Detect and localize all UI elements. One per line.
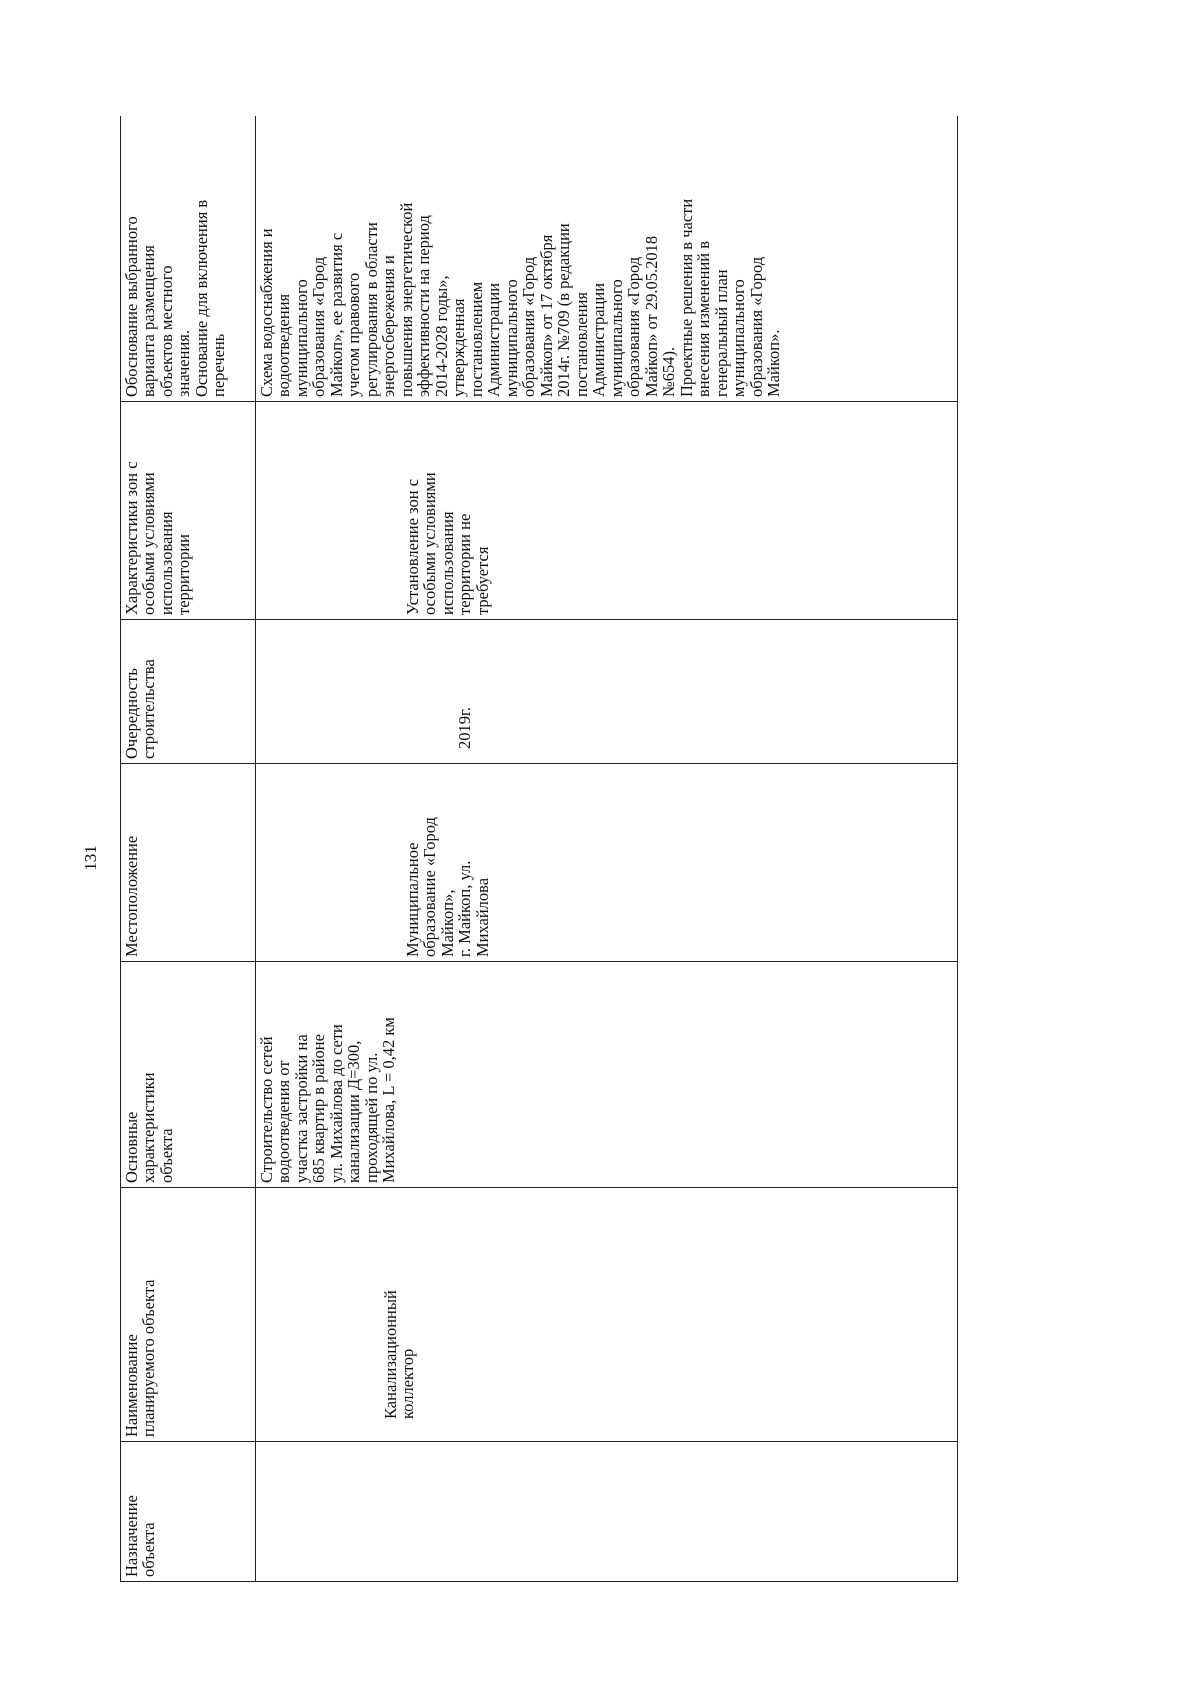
text-line: Майкоп» от 17 октября	[536, 234, 556, 397]
header-characteristics	[121, 962, 256, 1188]
text-line: Местоположение	[122, 835, 141, 957]
text-line: водоотведения от	[274, 1060, 294, 1183]
text-line: Основание для включения в	[191, 199, 211, 397]
text-line: Майкоп»,	[437, 889, 457, 957]
cell-justification	[256, 116, 958, 402]
text-line: участка застройки на	[291, 1034, 311, 1183]
text-line: Обоснование выбранного	[122, 216, 141, 397]
text-line: требуется	[472, 546, 492, 615]
text-line: образования «Город	[624, 256, 644, 397]
header-purpose	[121, 1442, 256, 1582]
text-line: территории не	[455, 513, 475, 615]
text-line: Установление зон с	[403, 478, 422, 615]
text-line: Характеристики зон с	[122, 461, 141, 615]
text-line: канализации Д=300,	[344, 1040, 364, 1183]
cell-characteristics	[256, 962, 958, 1188]
text-line: проходящей по ул.	[361, 1052, 381, 1183]
text-line: особыми условиями	[139, 472, 159, 615]
text-line: варианта размещения	[139, 245, 159, 397]
text-line: повышения энергетической	[396, 202, 416, 397]
rotated-table-container	[120, 116, 958, 1582]
text-line: образование «Город	[420, 817, 440, 957]
text-line: Муниципальное	[403, 842, 422, 957]
text-line: регулирования в области	[361, 222, 381, 397]
text-line: Майкоп», ее развития с	[326, 232, 346, 397]
text-line: объекта	[156, 1128, 176, 1183]
text-line: учетом правового	[344, 272, 364, 397]
text-line: Очередность	[122, 668, 141, 759]
text-line: характеристики	[139, 1072, 159, 1183]
text-line: Майкоп» от 29.05.2018	[641, 235, 661, 397]
planned-objects-table	[120, 116, 958, 1582]
text-line: коллектор	[398, 1348, 418, 1419]
text-line: объекта	[139, 1522, 159, 1577]
text-line: Проектные решения в части	[676, 198, 696, 397]
text-line: Михайлова, L = 0,42 км	[379, 1017, 399, 1183]
text-line: Администрации	[589, 282, 609, 397]
text-line: утвержденная	[449, 298, 469, 397]
text-line: г. Майкоп, ул.	[455, 860, 475, 957]
text-line: энергосбережения и	[379, 255, 399, 397]
header-location	[121, 764, 256, 962]
text-line: 685 квартир в районе	[309, 1034, 329, 1183]
text-line: Строительство сетей	[257, 1036, 276, 1183]
cell-zones	[256, 402, 958, 620]
table-header-row	[121, 116, 256, 1582]
text-line: муниципального	[501, 279, 521, 397]
text-line: муниципального	[729, 279, 749, 397]
text-line: образования «Город	[309, 256, 329, 397]
cell-name	[256, 1188, 958, 1442]
text-line: ул. Михайлова до сети	[326, 1024, 346, 1183]
text-line: 2014г. №709 (в редакции	[554, 223, 574, 397]
text-line: Схема водоснабжения и	[257, 228, 276, 397]
text-line: 2014-2028 годы»,	[431, 275, 451, 397]
text-line: 2019г.	[455, 706, 474, 749]
text-line: планируемого объекта	[139, 1279, 159, 1437]
text-line: особыми условиями	[420, 472, 440, 615]
text-line: образования «Город	[519, 256, 539, 397]
text-line: водоотведения	[274, 293, 294, 397]
text-line: Основные	[122, 1111, 141, 1183]
page-number: 131	[80, 845, 100, 871]
text-line: муниципального	[606, 279, 626, 397]
text-line: использования	[156, 511, 176, 615]
text-line: территории	[174, 533, 194, 615]
text-line: Майкоп».	[764, 329, 784, 397]
text-line: Михайлова	[472, 877, 492, 957]
text-line: перечень	[209, 333, 229, 397]
text-line: Канализационный	[381, 1290, 400, 1419]
header-zones	[121, 402, 256, 620]
text-line: Наименование	[122, 1334, 141, 1437]
text-line: объектов местного	[156, 265, 176, 397]
text-line: постановления	[571, 291, 591, 397]
text-line: Администрации	[484, 282, 504, 397]
text-line: внесения изменений в	[694, 240, 714, 397]
text-line: постановлением	[466, 281, 486, 397]
text-line: Назначение	[122, 1495, 141, 1577]
text-line: значения.	[174, 329, 194, 397]
text-line: строительства	[139, 659, 159, 759]
cell-order	[256, 620, 958, 764]
text-line: муниципального	[291, 279, 311, 397]
document-sheet	[120, 116, 958, 1582]
cell-location	[256, 764, 958, 962]
text-line: эффективности на период	[414, 215, 434, 397]
text-line: генеральный план	[711, 269, 731, 397]
text-line: использования	[437, 511, 457, 615]
text-line: образования «Город	[746, 256, 766, 397]
text-line: №654).	[659, 346, 679, 397]
header-name	[121, 1188, 256, 1442]
header-order	[121, 620, 256, 764]
cell-purpose	[256, 1442, 958, 1582]
header-justification	[121, 116, 256, 402]
table-row	[256, 116, 958, 1582]
